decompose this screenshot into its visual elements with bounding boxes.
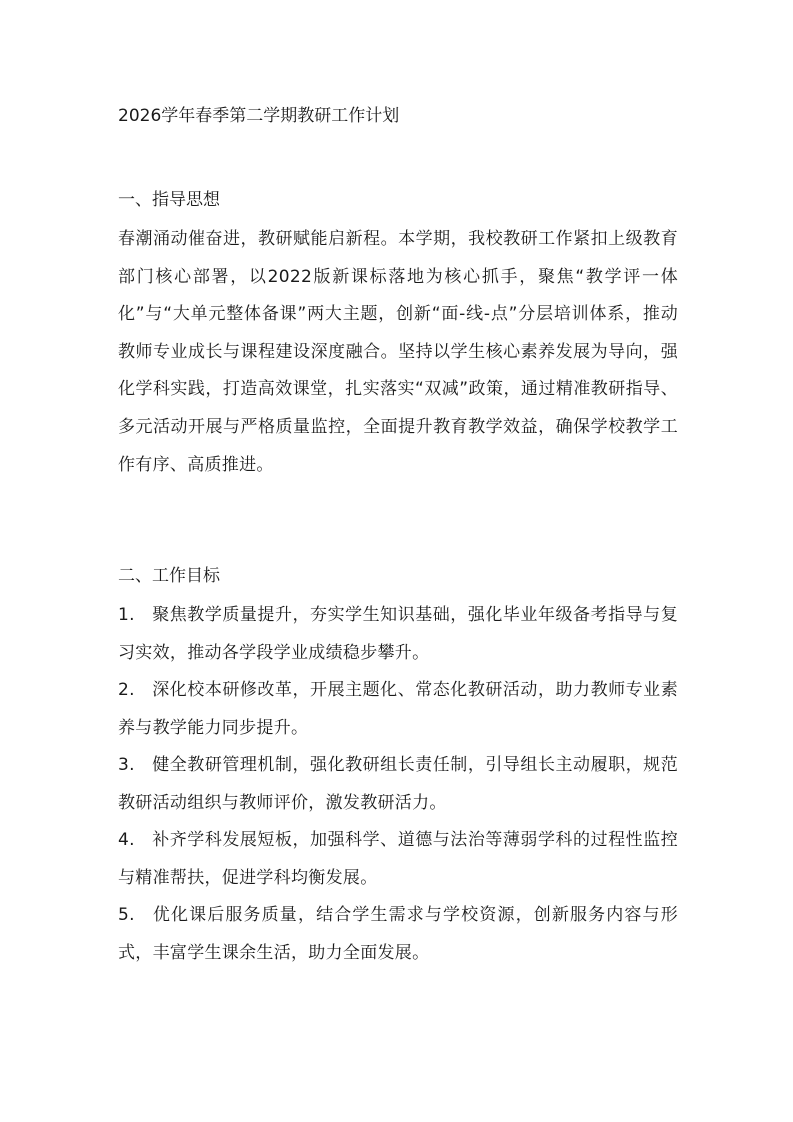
goal-text: 深化校本研修改革，开展主题化、常态化教研活动，助力教师专业素养与教学能力同步提升。 (118, 680, 678, 738)
goal-item-1 (118, 597, 678, 672)
goal-number: 3. (118, 755, 135, 775)
document-title: 2026学年春季第二学期教研工作计划 (118, 106, 400, 126)
goal-item-4 (118, 822, 678, 897)
goal-item-2 (118, 672, 678, 747)
goal-text: 健全教研管理机制，强化教研组长责任制，引导组长主动履职，规范教研活动组织与教师评价，激发教研活力。 (118, 755, 678, 813)
section-paragraph-guiding-ideology: 春潮涌动催奋进，教研赋能启新程。本学期，我校教研工作紧扣上级教育部门核心部署，以2022版新课标落地为核心抓手，聚焦“教学评一体化”与“大单元整体备课”两大主题，创新“面-线-点”分层培训体系，推动教师专业成长与课程建设深度融合。坚持以学生核心素养发展为导向，强化学科实践，打造高效课堂，扎实落实“双减”政策，通过精准教研指导、多元活动开展与严格质量监控，全面提升教育教学效益，确保学校教学工作有序、高质推进。 (118, 229, 678, 475)
goal-number: 1. (118, 605, 135, 625)
goal-text: 聚焦教学质量提升，夯实学生知识基础，强化毕业年级备考指导与复习实效，推动各学段学业成绩稳步攀升。 (118, 605, 678, 663)
section-heading-work-goals: 二、工作目标 (118, 566, 220, 586)
goal-number: 4. (118, 830, 135, 850)
section-heading-guiding-ideology: 一、指导思想 (118, 190, 220, 210)
goal-item-5 (118, 897, 678, 972)
goal-text: 补齐学科发展短板，加强科学、道德与法治等薄弱学科的过程性监控与精准帮扶，促进学科均衡发展。 (118, 830, 678, 888)
goal-number: 5. (118, 905, 135, 925)
goal-number: 2. (118, 680, 135, 700)
goal-item-3 (118, 747, 678, 822)
goal-text: 优化课后服务质量，结合学生需求与学校资源，创新服务内容与形式，丰富学生课余生活，助力全面发展。 (118, 905, 678, 963)
